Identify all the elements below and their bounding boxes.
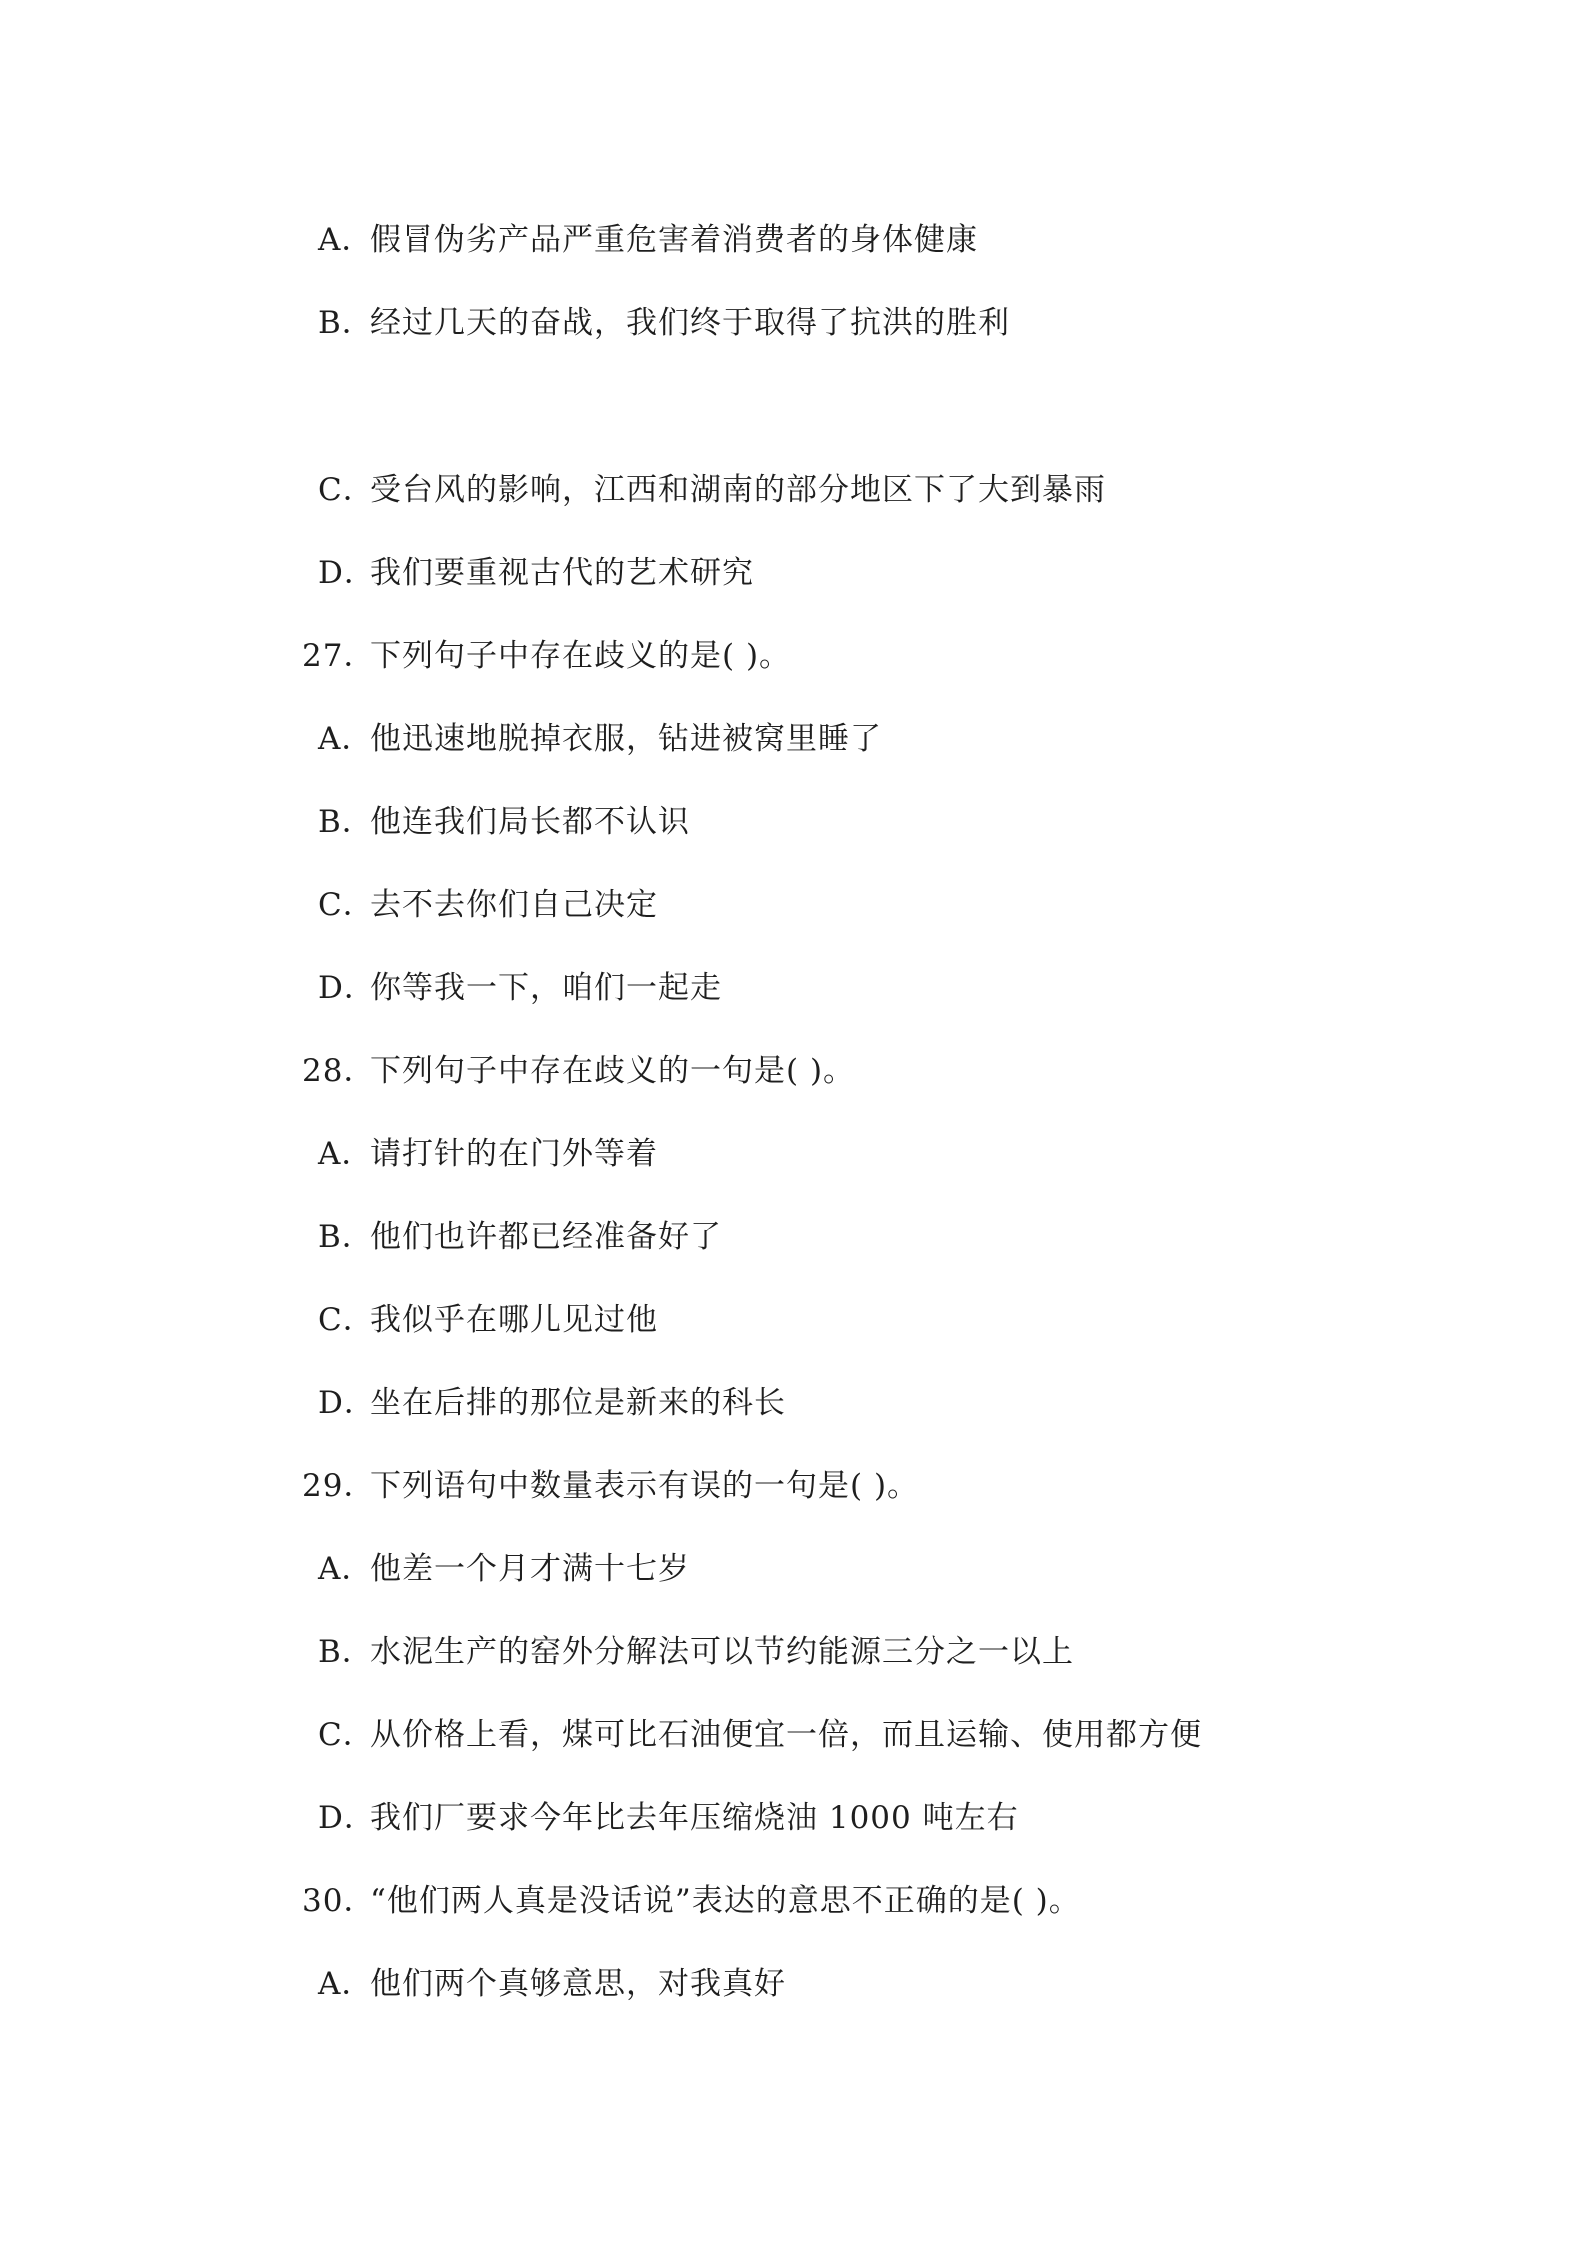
option-text: 受台风的影响，江西和湖南的部分地区下了大到暴雨 <box>370 472 1106 508</box>
option-key: A． <box>318 1966 374 2002</box>
question-27-option-a <box>318 719 882 759</box>
question-28-option-d <box>318 1383 786 1423</box>
option-text: 他们也许都已经准备好了 <box>370 1219 722 1255</box>
question-26-option-d <box>318 553 754 593</box>
option-key: B． <box>318 1634 374 1670</box>
question-26-option-a <box>318 220 978 260</box>
option-key: A． <box>318 721 374 757</box>
question-number: 29． <box>302 1468 376 1504</box>
question-number: 27． <box>302 638 376 674</box>
option-key: B． <box>318 1219 374 1255</box>
option-text: 他差一个月才满十七岁 <box>370 1551 690 1587</box>
option-key: B． <box>318 804 374 840</box>
question-27-stem <box>302 636 791 676</box>
question-text: 下列句子中存在歧义的是( )。 <box>370 638 792 674</box>
option-text: 经过几天的奋战，我们终于取得了抗洪的胜利 <box>370 305 1010 341</box>
question-27-option-c <box>318 885 658 925</box>
option-text: 他们两个真够意思，对我真好 <box>370 1966 786 2002</box>
option-text: 我们厂要求今年比去年压缩烧油 1000 吨左右 <box>370 1800 1019 1836</box>
option-key: A． <box>318 1136 374 1172</box>
option-text: 我似乎在哪儿见过他 <box>370 1302 658 1338</box>
option-key: D． <box>318 555 376 591</box>
option-key: D． <box>318 1800 376 1836</box>
option-key: D． <box>318 1385 376 1421</box>
option-key: A． <box>318 222 374 258</box>
option-text: 假冒伪劣产品严重危害着消费者的身体健康 <box>370 222 978 258</box>
option-key: C． <box>318 1302 375 1338</box>
question-29-option-a <box>318 1549 690 1589</box>
question-29-stem <box>302 1466 919 1506</box>
option-key: C． <box>318 887 375 923</box>
question-28-option-c <box>318 1300 658 1340</box>
option-text: 水泥生产的窑外分解法可以节约能源三分之一以上 <box>370 1634 1074 1670</box>
option-text: 我们要重视古代的艺术研究 <box>370 555 754 591</box>
option-text: 去不去你们自己决定 <box>370 887 658 923</box>
question-29-option-c <box>318 1715 1202 1755</box>
question-30-stem <box>302 1881 1081 1921</box>
question-text: 下列句子中存在歧义的一句是( )。 <box>370 1053 856 1089</box>
question-28-stem <box>302 1051 855 1091</box>
question-26-option-c <box>318 470 1106 510</box>
option-key: B． <box>318 305 374 341</box>
option-key: C． <box>318 1717 375 1753</box>
question-27-option-b <box>318 802 690 842</box>
question-text: 下列语句中数量表示有误的一句是( )。 <box>370 1468 920 1504</box>
question-30-option-a <box>318 1964 786 2004</box>
question-27-option-d <box>318 968 722 1008</box>
question-number: 28． <box>302 1053 376 1089</box>
option-text: 他迅速地脱掉衣服，钻进被窝里睡了 <box>370 721 882 757</box>
option-text: 请打针的在门外等着 <box>370 1136 658 1172</box>
question-26-option-b <box>318 303 1010 343</box>
option-key: D． <box>318 970 376 1006</box>
question-29-option-d <box>318 1798 1019 1838</box>
question-29-option-b <box>318 1632 1074 1672</box>
option-text: 你等我一下，咱们一起走 <box>370 970 722 1006</box>
option-key: A． <box>318 1551 374 1587</box>
question-28-option-b <box>318 1217 722 1257</box>
option-text: 坐在后排的那位是新来的科长 <box>370 1385 786 1421</box>
question-text: “他们两人真是没话说”表达的意思不正确的是( )。 <box>370 1883 1081 1919</box>
option-key: C． <box>318 472 375 508</box>
option-text: 他连我们局长都不认识 <box>370 804 690 840</box>
question-number: 30． <box>302 1883 376 1919</box>
option-text: 从价格上看，煤可比石油便宜一倍，而且运输、使用都方便 <box>370 1717 1202 1753</box>
question-28-option-a <box>318 1134 658 1174</box>
